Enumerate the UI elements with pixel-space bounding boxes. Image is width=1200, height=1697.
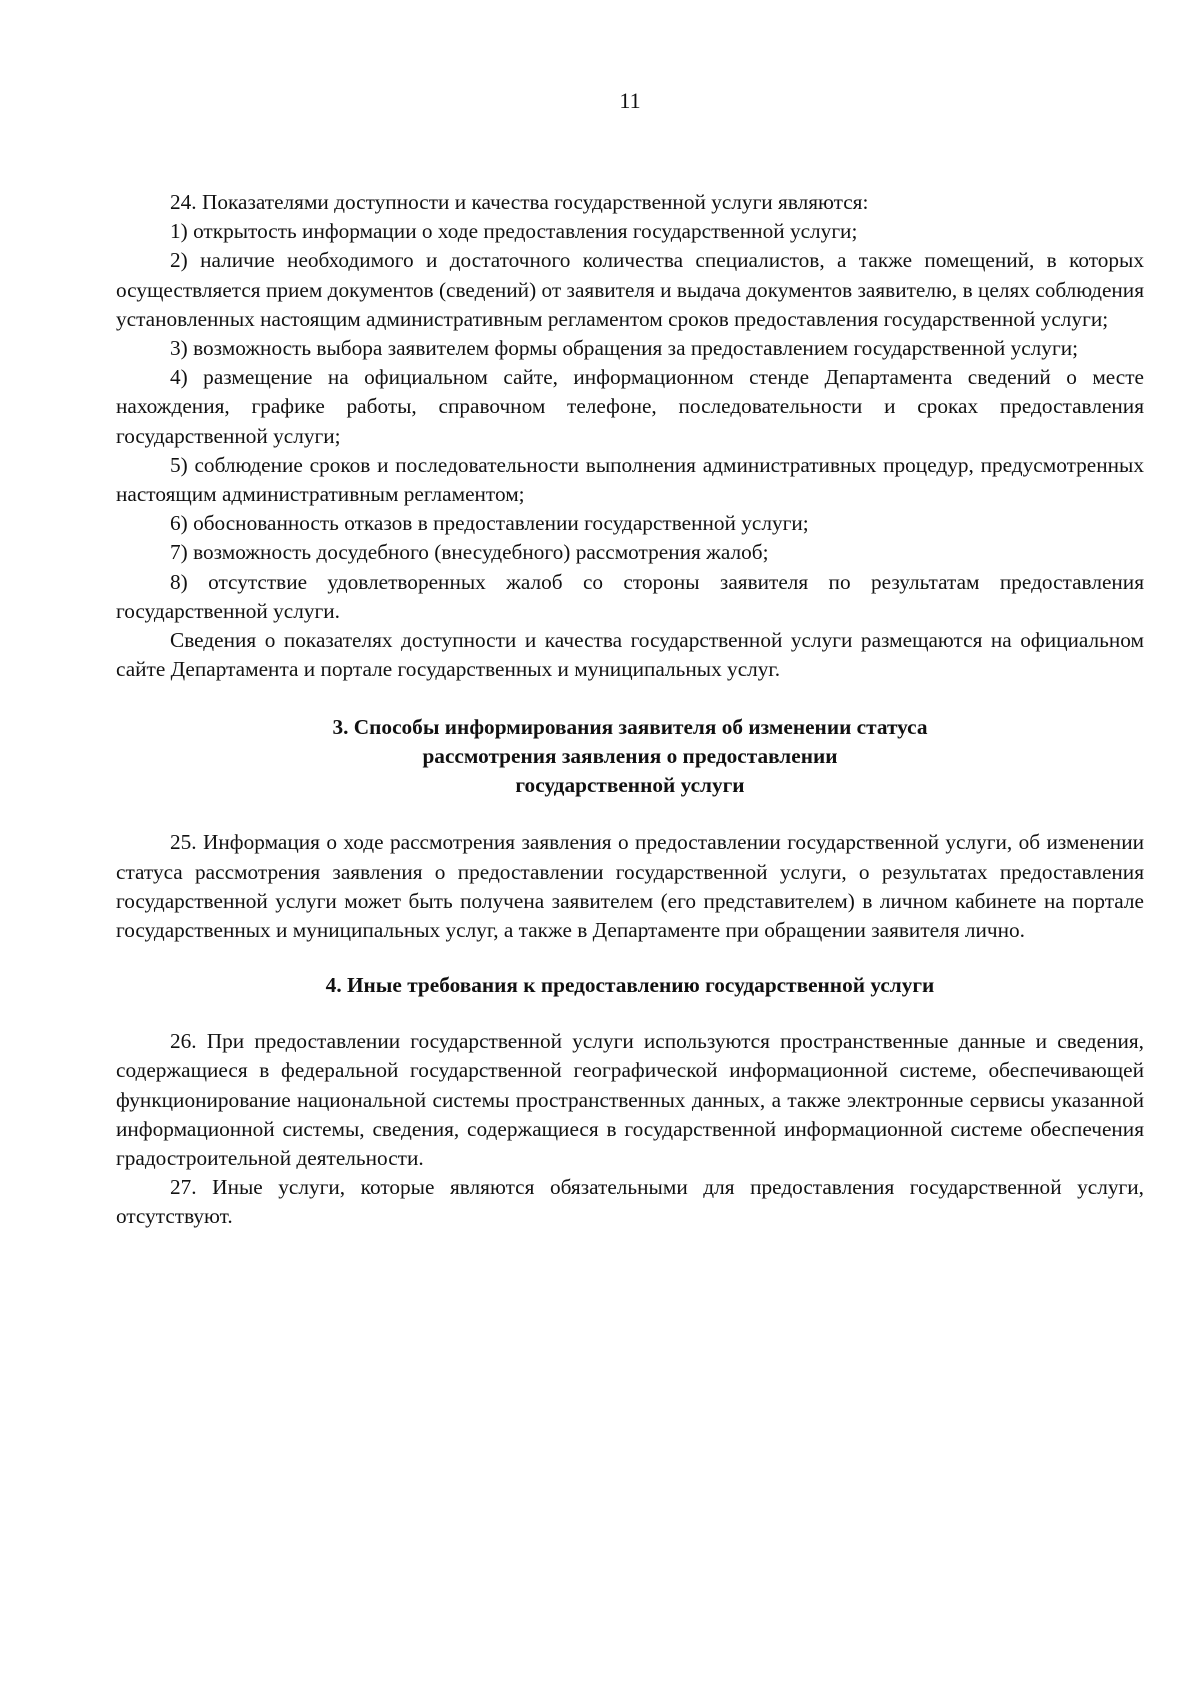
paragraph-25: 25. Информация о ходе рассмотрения заявления о предоставлении государственной услуги, об изменении статуса рассмотрения заявления о предоставлении государственной услуги, о результатах предоставления государственной услуги может быть получена заявителем (его представителем) в личном кабинете на портале государственных и муниципальных услуг, а также в Департаменте при обращении заявителя лично. (116, 830, 1144, 943)
section-3-heading-line-3: государственной услуги (515, 773, 745, 798)
list-item-2: 2) наличие необходимого и достаточного количества специалистов, а также помещений, в которых осуществляется прием документов (сведений) от заявителя и выдача документов заявителю, в целях соблюдения установленных настоящим административным регламентом сроков предоставления государственной услуги; (116, 248, 1144, 331)
document-body (116, 188, 1144, 1232)
list-item-7: 7) возможность досудебного (внесудебного) рассмотрения жалоб; (170, 540, 769, 565)
section-4-heading: 4. Иные требования к предоставлению государственной услуги (325, 973, 935, 998)
page-number: 11 (619, 88, 641, 113)
section-3-heading (116, 713, 1144, 800)
list-item-4: 4) размещение на официальном сайте, информационном стенде Департамента сведений о месте нахождения, графике работы, справочном телефоне, последовательности и сроках предоставления государственной услуги; (116, 365, 1144, 448)
list-item-1: 1) открытость информации о ходе предоставления государственной услуги; (170, 219, 858, 244)
list-item-8: 8) отсутствие удовлетворенных жалоб со стороны заявителя по результатам предоставления государственной услуги. (116, 569, 1144, 623)
paragraph-24-summary: Сведения о показателях доступности и качества государственной услуги размещаются на официальном сайте Департамента и портале государственных и муниципальных услуг. (116, 628, 1144, 682)
list-item-5: 5) соблюдение сроков и последовательности выполнения административных процедур, предусмотренных настоящим административным регламентом; (116, 452, 1144, 507)
section-3-heading-line-2: рассмотрения заявления о предоставлении (422, 744, 838, 769)
paragraph-27: 27. Иные услуги, которые являются обязательными для предоставления государственной услуги, отсутствуют. (116, 1175, 1144, 1229)
list-item-3: 3) возможность выбора заявителем формы обращения за предоставлением государственной услуги; (170, 336, 1079, 361)
section-3-heading-line-1: 3. Способы информирования заявителя об изменении статуса (332, 715, 928, 740)
paragraph-24-intro: 24. Показателями доступности и качества государственной услуги являются: (170, 190, 869, 214)
list-item-6: 6) обоснованность отказов в предоставлении государственной услуги; (170, 511, 809, 536)
paragraph-26: 26. При предоставлении государственной услуги используются пространственные данные и сведения, содержащиеся в федеральной государственной географической информационной системе, обеспечивающей функционирование национальной системы пространственных данных, а также электронные сервисы указанной информационной системы, сведения, содержащиеся в государственной информационной системе обеспечения градостроительной деятельности. (116, 1029, 1144, 1171)
